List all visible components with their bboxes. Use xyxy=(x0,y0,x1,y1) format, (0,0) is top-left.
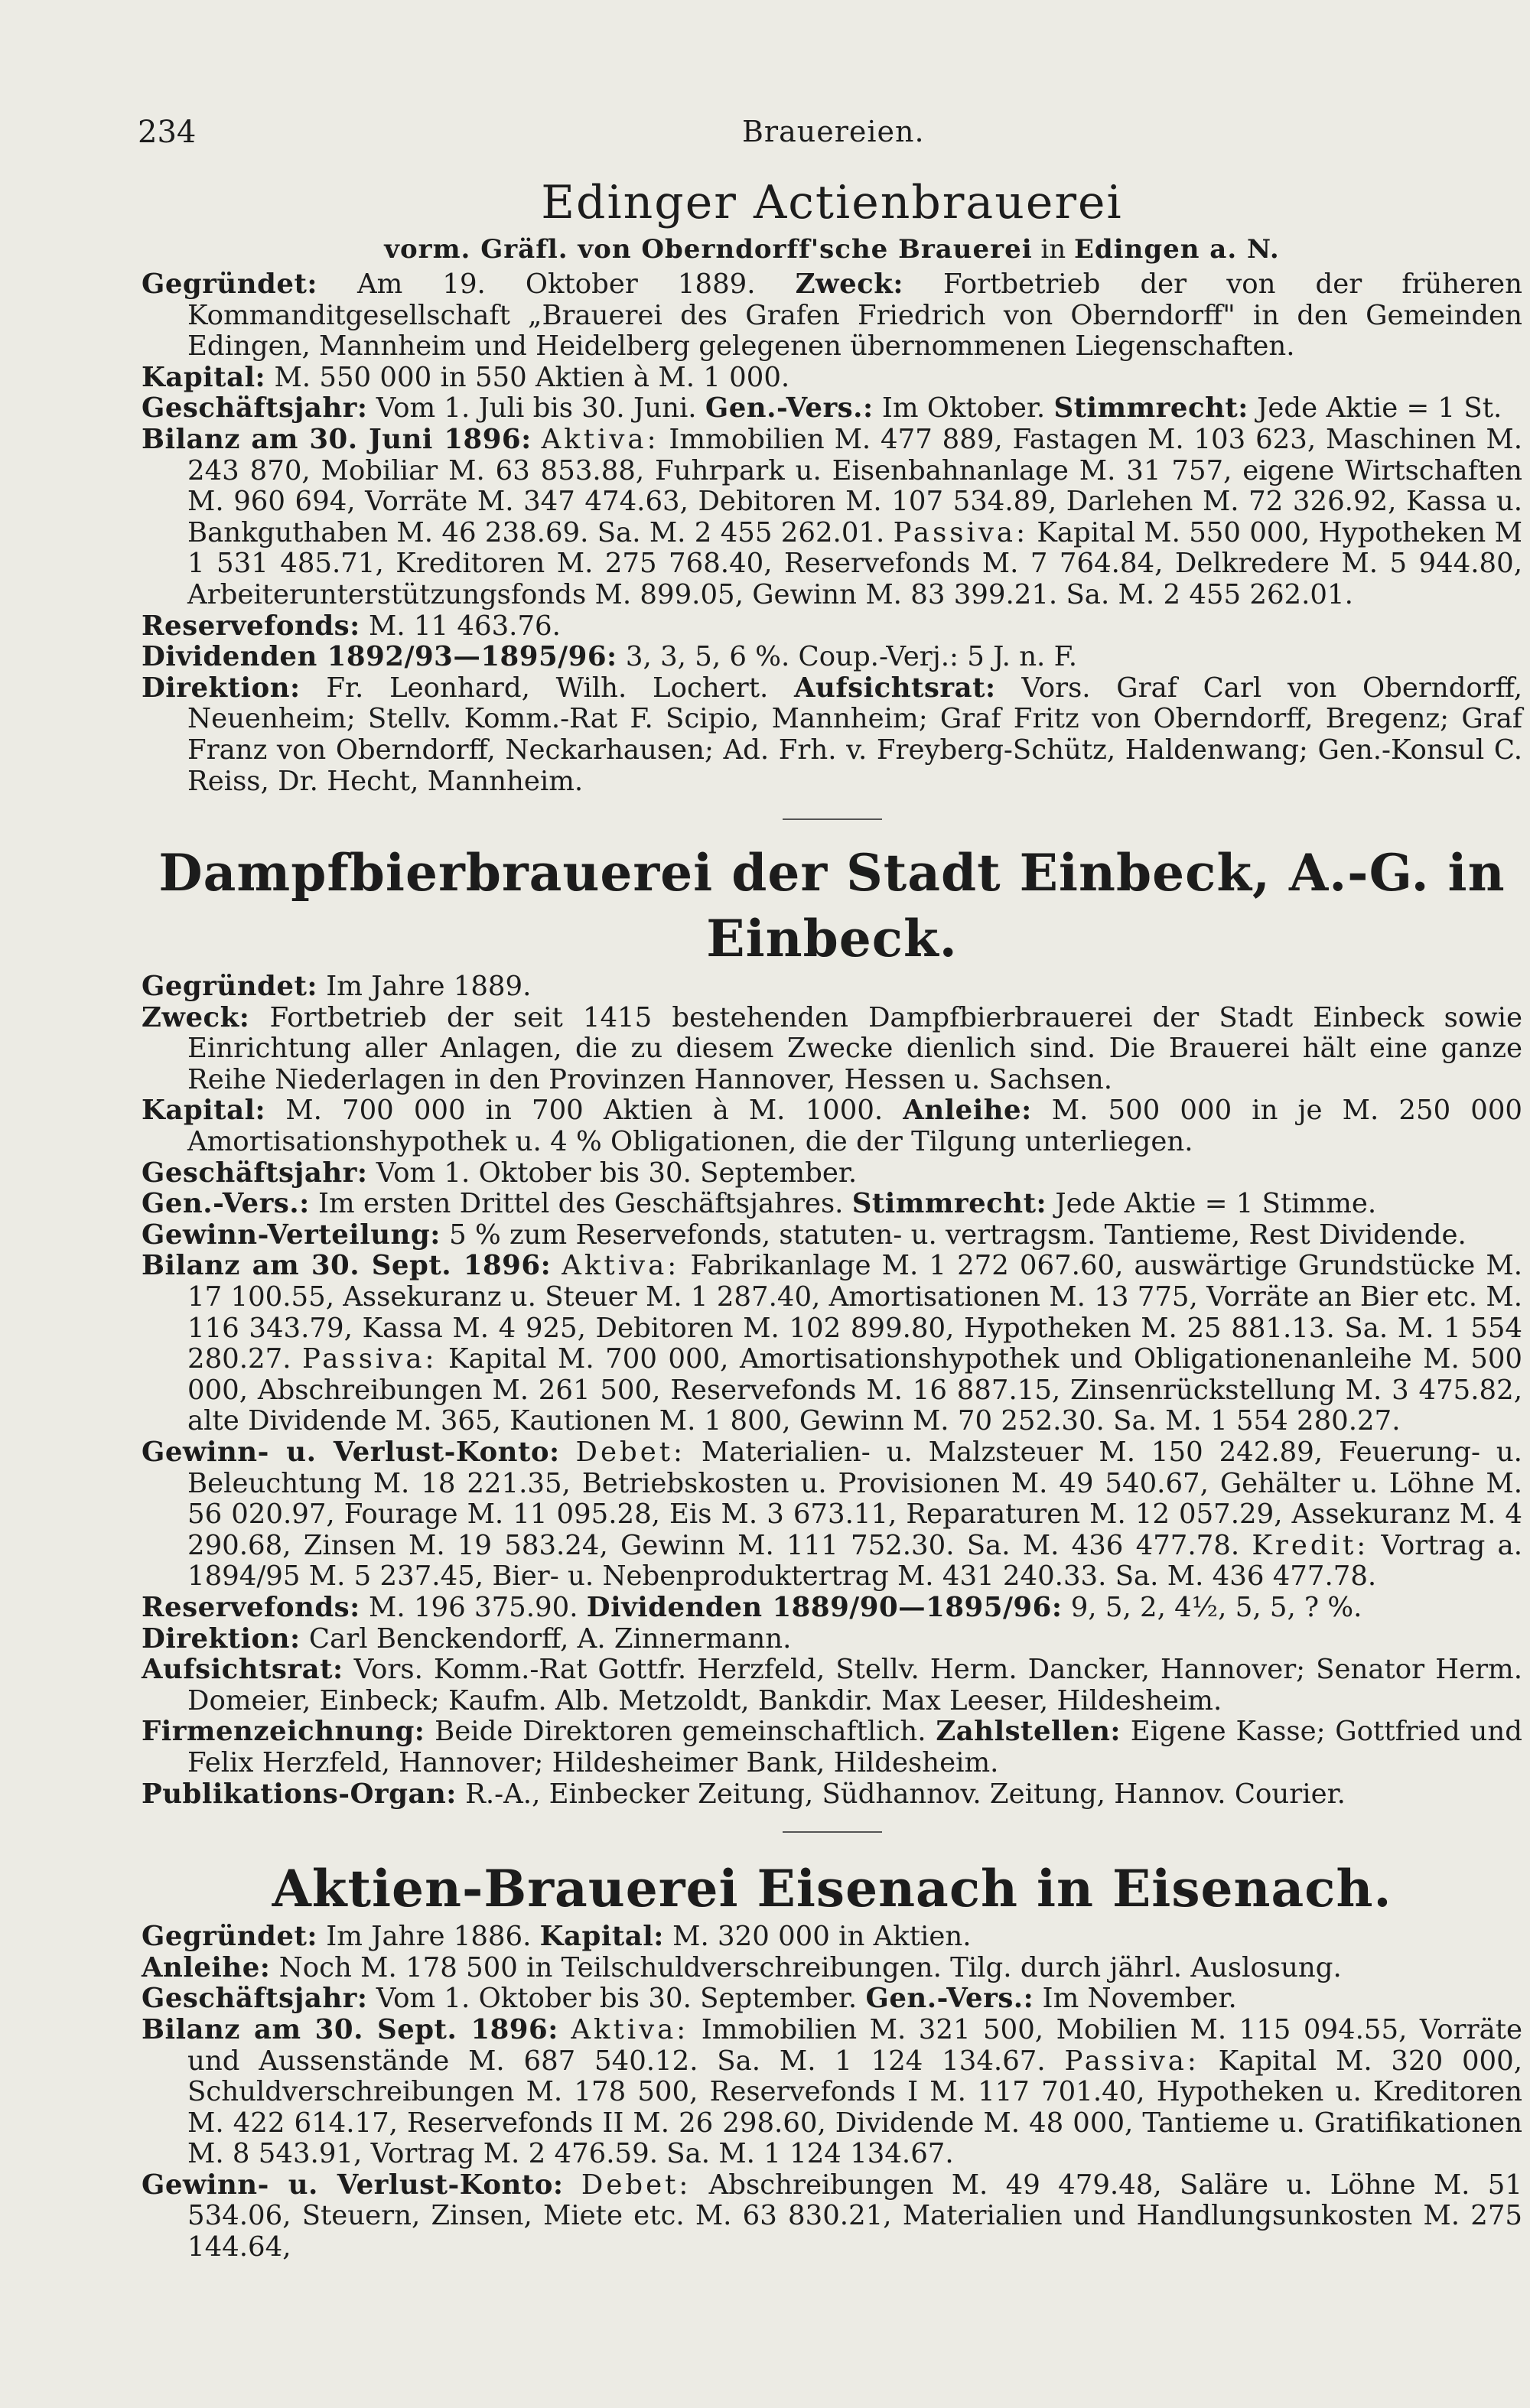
entry xyxy=(142,1003,1522,1096)
account-side-label: Aktiva: xyxy=(541,423,659,455)
entry-label: Gen.-Vers.: xyxy=(865,1983,1034,2015)
entry-label: Stimmrecht: xyxy=(1053,392,1248,425)
section-divider xyxy=(783,1831,882,1833)
subtitle-former-name: vorm. Gräfl. von Oberndorff'sche Brauerei xyxy=(384,234,1033,265)
entry-text: Eigene Kasse; Gottfried und Felix Herzfeld, Hannover; Hildesheimer Bank, Hildesheim. xyxy=(187,1716,1522,1778)
entry-text: Fr. Leonhard, Wilh. Lochert. xyxy=(300,672,794,704)
entry-label: Aufsichtsrat: xyxy=(142,1654,343,1686)
entry-text: Vors. Komm.-Rat Gottfr. Herzfeld, Stellv. Herm. Dancker, Hannover; Senator Herm. Domeier, Einbeck; Kaufm. Alb. Metzoldt, Bankdir. Max Leeser, Hildesheim. xyxy=(187,1654,1522,1717)
page-number: 234 xyxy=(138,115,197,150)
entry-text: Im Oktober. xyxy=(873,392,1054,425)
entry-text: M. 11 463.76. xyxy=(360,610,561,642)
entry-text: Vors. Graf Carl von Oberndorff, Neuenheim; Stellv. Komm.-Rat F. Scipio, Mannheim; Graf Fritz von Oberndorff, Bregenz; Graf Franz von Oberndorff, Neckarhausen; Ad. Frh. v. Freyberg-Schütz, Haldenwang; Gen.-Konsul C. Reiss, Dr. Hecht, Mannheim. xyxy=(187,672,1522,797)
entry-text: Fortbetrieb der von der früheren Kommanditgesellschaft „Brauerei des Grafen Friedrich von Oberndorff" in den Gemeinden Edingen, Mannheim und Heidelberg gelegenen übernommenen Liegenschaften. xyxy=(187,268,1522,363)
account-side-label: Aktiva: xyxy=(571,2013,689,2045)
section-edinger xyxy=(142,173,1522,797)
page-content xyxy=(142,173,1522,2263)
entry xyxy=(142,1158,1522,1189)
entry-text: Jede Aktie = 1 St. xyxy=(1248,392,1502,425)
account-side-label: Kredit: xyxy=(1252,1529,1369,1561)
entry-label: Geschäftsjahr: xyxy=(142,392,368,425)
company-subtitle xyxy=(142,233,1522,266)
account-side-label: Debet: xyxy=(575,1437,685,1468)
account-side-label: Aktiva: xyxy=(562,1250,680,1282)
account-side-label: Debet: xyxy=(581,2169,692,2201)
entry xyxy=(142,1779,1522,1811)
entry-text: Abschreibungen M. 49 479.48, Saläre u. Löhne M. 51 534.06, Steuern, Zinsen, Miete etc. M. 63 830.21, Materialien und Handlungsunkosten M. 275 144.64, xyxy=(187,2169,1522,2263)
entry-text: Im Jahre 1886. xyxy=(317,1921,540,1953)
entry-text: Kapital M. 700 000, Amortisationshypothek und Obligationenanleihe M. 500 000, Abschreibungen M. 261 500, Reservefonds M. 16 887.15, Zinsenrückstellung M. 3 475.82, alte Dividende M. 365, Kautionen M. 1 800, Gewinn M. 70 252.30. Sa. M. 1 554 280.27. xyxy=(187,1343,1522,1437)
page-header xyxy=(138,115,1515,161)
entry-label: Gen.-Vers.: xyxy=(142,1188,310,1220)
entry xyxy=(142,2170,1522,2263)
entry-label: Direktion: xyxy=(142,1622,301,1655)
entry-text: Materialien- u. Malzsteuer M. 150 242.89, Feuerung- u. Beleuchtung M. 18 221.35, Betriebskosten u. Provisionen M. 49 540.67, Gehälter u. Löhne M. 56 020.97, Fourage M. 11 095.28, Eis M. 3 673.11, Reparaturen M. 12 057.29, Assekuranz M. 4 290.68, Zinsen M. 19 583.24, Gewinn M. 111 752.30. Sa. M. 436 477.78. xyxy=(187,1437,1522,1561)
entry-text: Immobilien M. 477 889, Fastagen M. 103 623, Maschinen M. 243 870, Mobiliar M. 63 853.88, Fuhrpark u. Eisenbahnanlage M. 31 757, eigene Wirtschaften M. 960 694, Vorräte M. 347 474.63, Debitoren M. 107 534.89, Darlehen M. 72 326.92, Kassa u. Bankguthaben M. 46 238.69. Sa. M. 2 455 262.01. xyxy=(187,423,1522,548)
company-title: Aktien-Brauerei Eisenach in Eisenach. xyxy=(272,1859,1392,1919)
entry-text: Jede Aktie = 1 Stimme. xyxy=(1047,1188,1377,1220)
entry-label: Reservefonds: xyxy=(142,1591,360,1623)
entry-list xyxy=(142,1922,1522,2263)
entry-label: Gewinn- u. Verlust-Konto: xyxy=(142,1437,560,1468)
entry xyxy=(142,642,1522,673)
entry-label: Gegründet: xyxy=(142,1921,317,1953)
entry-text: Carl Benckendorff, A. Zinnermann. xyxy=(300,1622,792,1655)
entry-text: Beide Direktoren gemeinschaftlich. xyxy=(425,1716,936,1748)
entry-text: M. 196 375.90. xyxy=(360,1591,587,1623)
entry xyxy=(142,1251,1522,1437)
entry-text: M. 550 000 in 550 Aktien à M. 1 000. xyxy=(265,361,790,393)
entry-label: Zweck: xyxy=(795,268,903,300)
account-side-label: Passiva: xyxy=(302,1343,438,1375)
entry xyxy=(142,1095,1522,1157)
section-einbeck xyxy=(142,840,1522,1810)
entry-label: Bilanz am 30. Juni 1896: xyxy=(142,423,532,455)
entry-label: Firmenzeichnung: xyxy=(142,1716,425,1748)
entry-text xyxy=(560,1437,576,1468)
entry xyxy=(142,611,1522,643)
entry-label: Bilanz am 30. Sept. 1896: xyxy=(142,2013,558,2045)
entry-label: Anleihe: xyxy=(142,1951,271,1983)
entry-text: Fortbetrieb der seit 1415 bestehenden Dampfbierbrauerei der Stadt Einbeck sowie Einrichtung aller Anlagen, die zu diesem Zwecke dienlich sind. Die Brauerei hält eine ganze Reihe Niederlagen in den Provinzen Hannover, Hessen u. Sachsen. xyxy=(187,1001,1522,1095)
entry xyxy=(142,425,1522,611)
company-title: Dampfbierbrauerei der Stadt Einbeck, A.-G. in Einbeck. xyxy=(158,843,1506,969)
entry-label: Dividenden 1889/90—1895/96: xyxy=(586,1591,1063,1623)
entry-text xyxy=(532,424,542,455)
account-side-label: Passiva: xyxy=(893,516,1029,548)
entry-label: Stimmrecht: xyxy=(851,1188,1047,1220)
entry-text: M. 700 000 in 700 Aktien à M. 1000. xyxy=(265,1095,903,1127)
entry xyxy=(142,1983,1522,2015)
entry-list xyxy=(142,269,1522,797)
entry-text xyxy=(558,2014,571,2045)
entry-label: Gen.-Vers.: xyxy=(705,392,874,425)
entry xyxy=(142,673,1522,797)
entry-label: Gegründet: xyxy=(142,971,317,1003)
entry-label: Reservefonds: xyxy=(142,610,360,642)
entry-text: Vom 1. Juli bis 30. Juni. xyxy=(367,392,705,425)
entry-label: Publikations-Organ: xyxy=(142,1778,457,1810)
entry-label: Zahlstellen: xyxy=(936,1716,1121,1748)
entry-label: Gegründet: xyxy=(142,268,317,300)
entry-label: Gewinn-Verteilung: xyxy=(142,1219,441,1251)
entry xyxy=(142,1953,1522,1984)
entry xyxy=(142,269,1522,363)
entry-text: Im Jahre 1889. xyxy=(317,971,532,1003)
entry-text: Am 19. Oktober 1889. xyxy=(317,268,796,300)
entry xyxy=(142,1624,1522,1655)
entry xyxy=(142,363,1522,394)
entry-text: Im ersten Drittel des Geschäftsjahres. xyxy=(309,1188,852,1220)
entry xyxy=(142,1655,1522,1717)
section-eisenach xyxy=(142,1856,1522,2263)
entry-text xyxy=(564,2169,581,2201)
entry-label: Kapital: xyxy=(142,1095,266,1127)
entry-label: Anleihe: xyxy=(903,1095,1032,1127)
entry-text: M. 320 000 in Aktien. xyxy=(663,1921,972,1953)
entry-text: Kapital M. 320 000, Schuldverschreibungen M. 178 500, Reservefonds I M. 117 701.40, Hypotheken u. Kreditoren M. 422 614.17, Reservefonds II M. 26 298.60, Dividende M. 48 000, Tantieme u. Gratifikationen M. 8 543.91, Vortrag M. 2 476.59. Sa. M. 1 124 134.67. xyxy=(187,2045,1522,2170)
entry-label: Dividenden 1892/93—1895/96: xyxy=(142,641,617,673)
entry-text: Vom 1. Oktober bis 30. September. xyxy=(367,1983,866,2015)
company-title: Edinger Actienbrauerei xyxy=(541,176,1123,229)
entry-text: Vortrag a. 1894/95 M. 5 237.45, Bier- u. Nebenproduktertrag M. 431 240.33. Sa. M. 436 477.78. xyxy=(187,1529,1522,1593)
entry xyxy=(142,1717,1522,1778)
entry-label: Aufsichtsrat: xyxy=(794,672,996,704)
entry-text: Kapital M. 550 000, Hypotheken M 1 531 485.71, Kreditoren M. 275 768.40, Reservefonds M. 7 764.84, Delkredere M. 5 944.80, Arbeiterunterstützungsfonds M. 899.05, Gewinn M. 83 399.21. Sa. M. 2 455 262.01. xyxy=(187,516,1522,610)
entry-text: 3, 3, 5, 6 %. Coup.-Verj.: 5 J. n. F. xyxy=(617,641,1078,673)
entry-label: Zweck: xyxy=(142,1001,250,1033)
entry xyxy=(142,971,1522,1003)
entry-text: Immobilien M. 321 500, Mobilien M. 115 094.55, Vorräte und Aussenstände M. 687 540.12. Sa. M. 1 124 134.67. xyxy=(187,2013,1523,2077)
running-head: Brauereien. xyxy=(742,115,925,148)
entry-label: Kapital: xyxy=(539,1921,664,1953)
entry xyxy=(142,1220,1522,1251)
entry-text: M. 500 000 in je M. 250 000 Amortisationshypothek u. 4 % Obligationen, die der Tilgung unterliegen. xyxy=(187,1095,1523,1158)
entry-text: 9, 5, 2, 4½, 5, 5, ? %. xyxy=(1062,1591,1362,1623)
account-side-label: Passiva: xyxy=(1064,2045,1200,2077)
entry-text: Im November. xyxy=(1034,1983,1237,2015)
subtitle-connector: in xyxy=(1032,234,1075,265)
entry-text: R.-A., Einbecker Zeitung, Südhannov. Zeitung, Hannov. Courier. xyxy=(456,1778,1346,1810)
entry xyxy=(142,2015,1522,2170)
entry-label: Geschäftsjahr: xyxy=(142,1157,368,1189)
entry xyxy=(142,1922,1522,1953)
entry-label: Gewinn- u. Verlust-Konto: xyxy=(142,2169,564,2201)
entry xyxy=(142,393,1522,425)
section-divider xyxy=(783,818,882,820)
entry xyxy=(142,1437,1522,1593)
entry-text: 5 % zum Reservefonds, statuten- u. vertragsm. Tantieme, Rest Dividende. xyxy=(440,1219,1467,1251)
entry-text: Fabrikanlage M. 1 272 067.60, auswärtige Grundstücke M. 17 100.55, Assekuranz u. Steuer M. 1 287.40, Amortisationen M. 13 775, Vorräte an Bier etc. M. 116 343.79, Kassa M. 4 925, Debitoren M. 102 899.80, Hypotheken M. 25 881.13. Sa. M. 1 554 280.27. xyxy=(187,1250,1522,1375)
entry-label: Bilanz am 30. Sept. 1896: xyxy=(142,1250,552,1282)
entry-label: Geschäftsjahr: xyxy=(142,1983,368,2015)
entry xyxy=(142,1189,1522,1220)
entry-text xyxy=(551,1250,562,1281)
entry-text: Noch M. 178 500 in Teilschuldverschreibungen. Tilg. durch jährl. Auslosung. xyxy=(270,1951,1342,1983)
entry-label: Kapital: xyxy=(142,361,266,393)
entry xyxy=(142,1593,1522,1624)
subtitle-place: Edingen a. N. xyxy=(1074,234,1280,265)
entry-list xyxy=(142,971,1522,1810)
entry-label: Direktion: xyxy=(142,672,301,704)
entry-text: Vom 1. Oktober bis 30. September. xyxy=(367,1157,858,1189)
